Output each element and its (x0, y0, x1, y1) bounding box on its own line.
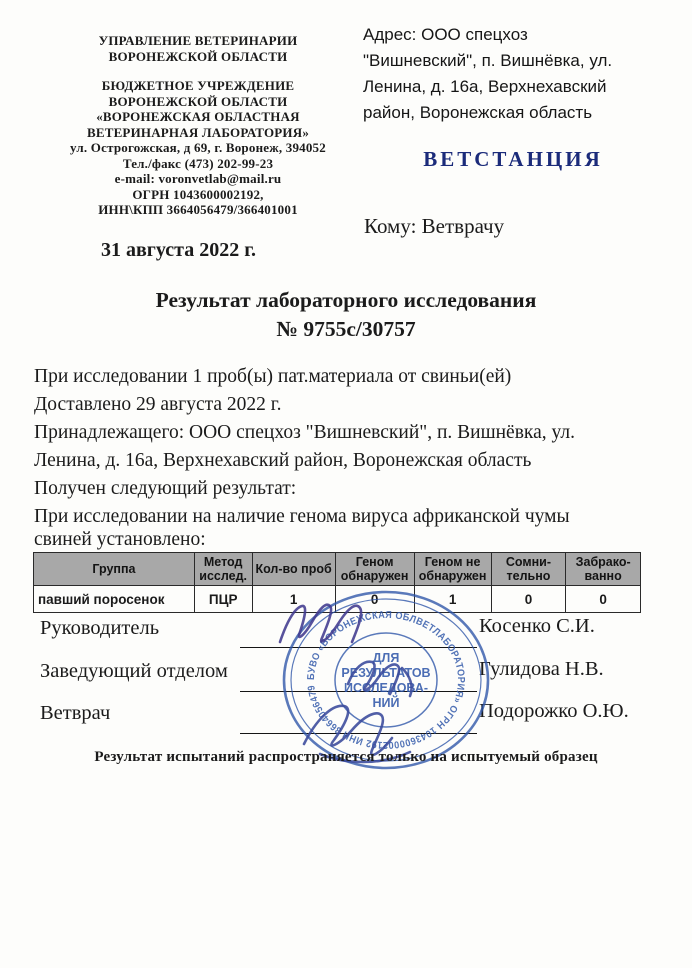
org-address-line: ул. Острогожская, д 69, г. Воронеж, 394052 (70, 140, 326, 155)
header-cell-group: Группа (34, 553, 195, 586)
address-line: "Вишневский", п. Вишнёвка, ул. (363, 51, 613, 70)
header-cell-method: Метод исслед. (194, 553, 252, 586)
cell-genome-found: 0 (335, 586, 414, 613)
org-line: БЮДЖЕТНОЕ УЧРЕЖДЕНИЕ (101, 78, 295, 93)
header-cell-genome-not-found: Геном не обнаружен (414, 553, 491, 586)
body-line: Доставлено 29 августа 2022 г. (34, 394, 282, 415)
org-ogrn-line: ОГРН 1043600002192, (132, 186, 264, 202)
cell-doubtful: 0 (491, 586, 566, 613)
org-line: ВОРОНЕЖСКОЙ ОБЛАСТИ (108, 93, 288, 109)
body-line: Принадлежащего: ООО спецхоз "Вишневский", п. Вишнёвка, ул. (34, 422, 575, 443)
signature-role: Ветврач (40, 702, 111, 724)
cell-rejected: 0 (566, 586, 641, 613)
signature-name: Гулидова Н.В. (479, 658, 604, 680)
seal-center-text (341, 651, 430, 710)
header-cell-rejected: Забрако- ванно (566, 553, 641, 586)
seal-ring-text: БУВО «ВОРОНЕЖСКАЯ ОБЛВЕТЛАБОРАТОРИЯ» ОГРН 1043600002192 ИНН 3664056479 (305, 609, 467, 751)
body-line: При исследовании на наличие генома вируса африканской чумы (34, 506, 570, 527)
seal-center-line: НИЙ (372, 696, 400, 710)
header-cell-sample-count: Кол-во проб (252, 553, 335, 586)
org-line: УПРАВЛЕНИЕ ВЕТЕРИНАРИИ (98, 33, 298, 48)
table-header-row (34, 553, 641, 586)
footer-note: Результат испытаний распространяется только на испытуемый образец (94, 749, 598, 765)
body-line: Ленина, д. 16а, Верхнехавский район, Воронежская область (34, 450, 532, 471)
signature-name: Подорожко О.Ю. (479, 700, 629, 722)
document-date: 31 августа 2022 г. (101, 239, 257, 261)
header-cell-doubtful: Сомни- тельно (491, 553, 566, 586)
org-line: «ВОРОНЕЖСКАЯ ОБЛАСТНАЯ (96, 109, 300, 124)
header-cell-genome-found: Геном обнаружен (335, 553, 414, 586)
report-title-block (0, 286, 692, 344)
cell-genome-not-found: 1 (414, 586, 491, 613)
address-line: Адрес: ООО спецхоз (363, 25, 528, 44)
report-number: № 9755с/30757 (276, 317, 416, 341)
org-inn-line: ИНН\КПП 3664056479/366401001 (98, 202, 298, 217)
signature-role: Заведующий отделом (40, 660, 228, 682)
signature-role: Руководитель (40, 617, 160, 639)
body-line: Получен следующий результат: (34, 478, 297, 499)
body-line: При исследовании 1 проб(ы) пат.материала от свиньи(ей) (34, 366, 512, 387)
seal-center-line: ИССЛЕДОВА- (343, 681, 429, 695)
org-phone-line: Тел./факс (473) 202-99-23 (122, 155, 274, 171)
recipient-line: Кому: Ветврачу (364, 214, 505, 238)
org-line: ВОРОНЕЖСКОЙ ОБЛАСТИ (108, 48, 288, 64)
body-line: свиней установлено: (34, 529, 206, 550)
cell-method: ПЦР (194, 586, 252, 613)
signature-name: Косенко С.И. (479, 615, 595, 637)
recipient-address-block (363, 22, 631, 126)
cell-sample-count: 1 (252, 586, 335, 613)
seal-center-line: РЕЗУЛЬТАТОВ (341, 666, 431, 680)
org-email-line: e-mail: voronvetlab@mail.ru (114, 171, 282, 186)
seal-center-line: ДЛЯ (372, 651, 400, 665)
cell-group: павший поросенок (34, 586, 195, 613)
vetstation-stamp-text: ВЕТСТАНЦИЯ (423, 147, 603, 171)
address-line: Ленина, д. 16а, Верхнехавский (363, 77, 607, 96)
org-line: ВЕТЕРИНАРНАЯ ЛАБОРАТОРИЯ» (86, 124, 310, 140)
report-title: Результат лабораторного исследования (155, 288, 537, 312)
letterhead-org-block (44, 33, 352, 218)
address-line: район, Воронежская область (363, 103, 593, 122)
